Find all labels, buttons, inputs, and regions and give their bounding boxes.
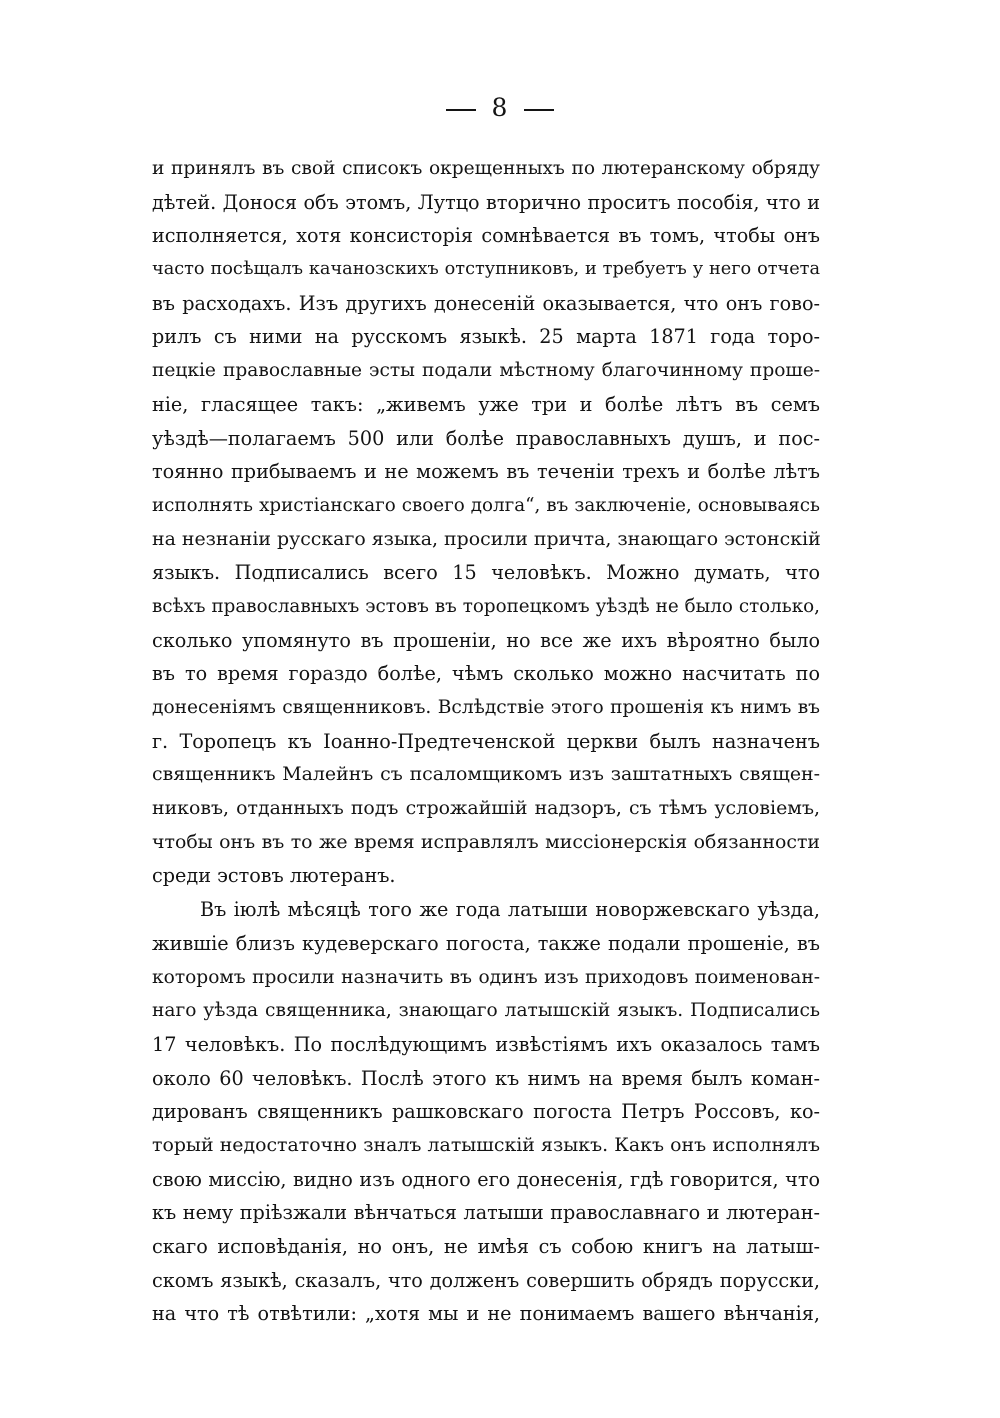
text-line: жившіе близъ кудеверскаго погоста, также подали прошеніе, въ bbox=[152, 931, 820, 955]
header-dash-left bbox=[446, 109, 476, 111]
text-line: чтобы онъ въ то же время исправлялъ миссіонерскія обязанности bbox=[152, 830, 820, 853]
paragraph-2 bbox=[152, 893, 820, 1331]
paragraph-1 bbox=[152, 152, 820, 893]
text-line: къ нему пріѣзжали вѣнчаться латыши православнаго и лютеран- bbox=[152, 1201, 820, 1225]
text-line: Въ іюлѣ мѣсяцѣ того же года латыши новоржевскаго уѣзда, bbox=[200, 898, 820, 922]
text-line: въ то время гораздо болѣе, чѣмъ сколько можно насчитать по bbox=[152, 662, 820, 686]
text-line: уѣздѣ—полагаемъ 500 или болѣе православныхъ душъ, и пос- bbox=[152, 426, 820, 450]
header-dash-right bbox=[524, 109, 554, 111]
text-line: рилъ съ ними на русскомъ языкѣ. 25 марта 1871 года торо- bbox=[152, 325, 820, 349]
text-line: дированъ священникъ рашковскаго погоста Петръ Россовъ, ко- bbox=[152, 1100, 820, 1124]
text-line: сколько упомянуто въ прошеніи, но все же ихъ вѣроятно было bbox=[152, 628, 820, 652]
text-line: около 60 человѣкъ. Послѣ этого къ нимъ на время былъ коман- bbox=[152, 1066, 820, 1090]
text-line: донесеніямъ священниковъ. Вслѣдствіе этого прошенія къ нимъ въ bbox=[152, 697, 820, 718]
text-line: среди эстовъ лютеранъ. bbox=[152, 864, 396, 888]
text-line: скомъ языкѣ, сказалъ, что долженъ совершить обрядъ порусски, bbox=[152, 1268, 820, 1292]
text-line: наго уѣзда священника, знающаго латышскій языкъ. Подписались bbox=[152, 1000, 820, 1022]
text-line: никовъ, отданныхъ подъ строжайшій надзоръ, съ тѣмъ условіемъ, bbox=[152, 797, 820, 820]
page-number: 8 bbox=[491, 93, 509, 122]
text-line: на что тѣ отвѣтили: „хотя мы и не понимаемъ вашего вѣнчанія, bbox=[152, 1302, 820, 1326]
text-line: свою миссію, видно изъ одного его донесенія, гдѣ говорится, что bbox=[152, 1167, 820, 1191]
text-line: дѣтей. Донося объ этомъ, Лутцо вторично проситъ пособія, что и bbox=[152, 190, 820, 214]
text-line: торый недостаточно зналъ латышскій языкъ. Какъ онъ исполнялъ bbox=[152, 1133, 820, 1156]
body-text bbox=[152, 152, 820, 1331]
text-line: часто посѣщалъ качанозскихъ отступниковъ, и требуетъ у него отчета bbox=[152, 259, 820, 280]
text-line: исполнять христіанскаго своего долга“, въ заключеніе, основываясь bbox=[152, 494, 820, 516]
text-line: тоянно прибываемъ и не можемъ въ теченіи трехъ и болѣе лѣтъ bbox=[152, 460, 820, 484]
text-line: скаго исповѣданія, но онъ, не имѣя съ собою книгъ на латыш- bbox=[152, 1235, 820, 1258]
text-line: и принялъ въ свой списокъ окрещенныхъ по лютеранскому обряду bbox=[152, 158, 820, 179]
text-line: которомъ просили назначить въ одинъ изъ приходовъ поименован- bbox=[152, 966, 820, 988]
text-line: на незнаніи русскаго языка, просили причта, знающаго эстонскій bbox=[152, 527, 821, 550]
text-line: пецкіе православные эсты подали мѣстному благочинному проше- bbox=[152, 360, 820, 382]
text-line: исполняется, хотя консисторія сомнѣвается въ томъ, чтобы онъ bbox=[152, 224, 820, 248]
text-line: священникъ Малейнъ съ псаломщикомъ изъ заштатныхъ священ- bbox=[152, 763, 820, 786]
page-header bbox=[0, 88, 1000, 128]
text-line: всѣхъ православныхъ эстовъ въ торопецкомъ уѣздѣ не было столько, bbox=[152, 595, 820, 617]
text-line: языкъ. Подписались всего 15 человѣкъ. Можно думать, что bbox=[152, 561, 820, 585]
text-line: 17 человѣкъ. По послѣдующимъ извѣстіямъ ихъ оказалось тамъ bbox=[152, 1032, 820, 1056]
text-line: ніе, гласящее такъ: „живемъ уже три и болѣе лѣтъ въ семъ bbox=[152, 392, 820, 416]
text-line: въ расходахъ. Изъ другихъ донесеній оказывается, что онъ гово- bbox=[152, 291, 820, 315]
text-line: г. Торопецъ къ Іоанно-Предтеченской церкви былъ назначенъ bbox=[152, 729, 820, 753]
